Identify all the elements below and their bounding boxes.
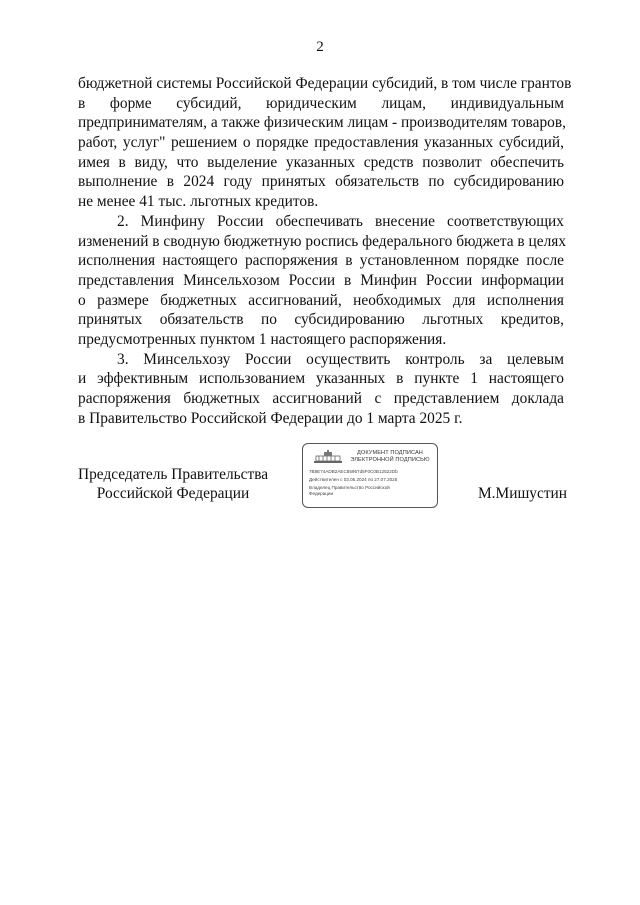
stamp-certificate: 7B8E74ADB2AEC85967d5F0C0B12522Db [309,469,398,474]
text-line: принятых обязательств по субсидированию льготных кредитов, [78,311,564,329]
stamp-owner: Владелец Правительство Российской [309,485,390,490]
text-line: не менее 41 тыс. льготных кредитов. [78,193,319,211]
signatory-position-line: Председатель Правительства [78,466,269,483]
government-building-icon [313,450,343,464]
stamp-title-line: ЭЛЕКТРОННОЙ ПОДПИСЬЮ [350,457,430,463]
text-line: исполнения настоящего распоряжения в установленном порядке после [78,252,564,270]
text-line: бюджетной системы Российской Федерации субсидий, в том числе грантов [78,75,572,92]
text-line: 3. Минсельхозу России осуществить контроль за целевым [117,350,564,368]
text-line: распоряжения бюджетных ассигнований с представлением доклада [78,390,564,407]
text-line: 2. Минфину России обеспечивать внесение соответствующих [117,212,564,230]
text-line: в Правительство Российской Федерации до 1 марта 2025 г. [78,409,463,427]
stamp-validity: Действителен с 03.05.2024 по 27.07.2025 [309,477,398,482]
page-number: 2 [316,39,324,55]
signatory-position [78,465,268,503]
text-line: изменений в сводную бюджетную роспись федерального бюджета в целях [78,232,567,250]
stamp-owner: Федерации [309,491,334,496]
signer-name: М.Мишустин [478,485,568,502]
document-body [78,74,572,428]
text-line: в форме субсидий, юридическим лицам, индивидуальным [78,94,564,112]
text-line: представления Минсельхозом России в Минфин России информации [78,271,564,289]
text-line: о размере бюджетных ассигнований, необходимых для исполнения [78,291,564,309]
electronic-signature-stamp [302,443,438,508]
text-line: предусмотренных пунктом 1 настоящего распоряжения. [78,330,447,348]
text-line: выполнение в 2024 году принятых обязательств по субсидированию [78,173,564,191]
signatory-position-line: Российской Федерации [96,485,250,502]
text-line: и эффективным использованием указанных в пункте 1 настоящего [78,370,564,388]
text-line: имея в виду, что выделение указанных средств позволит обеспечить [78,153,564,171]
stamp-title-line: ДОКУМЕНТ ПОДПИСАН [357,450,423,456]
stamp-title [345,450,435,464]
text-line: предпринимателям, а также физическим лицам - производителям товаров, [78,114,566,132]
text-line: работ, услуг" решением о порядке предоставления указанных субсидий, [78,134,564,152]
